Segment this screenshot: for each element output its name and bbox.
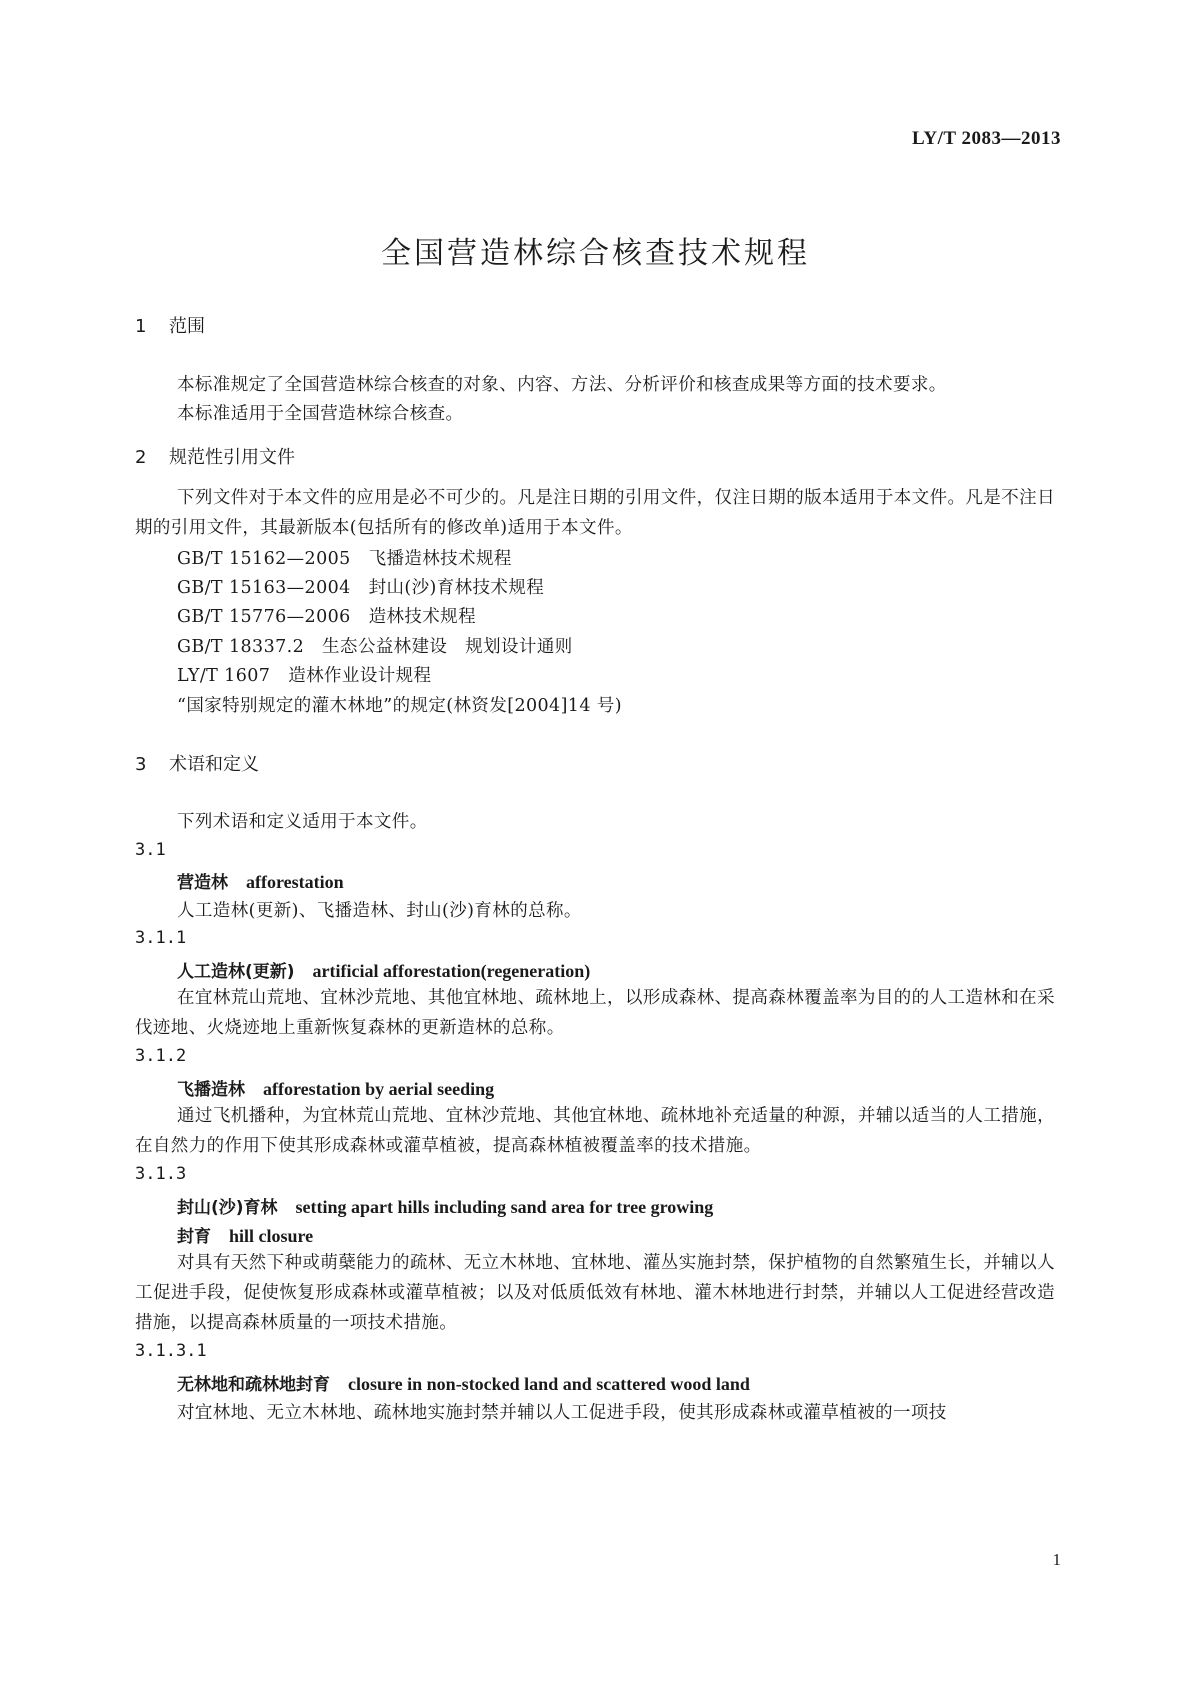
section-title: 规范性引用文件: [169, 447, 295, 468]
section-title: 术语和定义: [169, 754, 259, 775]
references-intro: 下列文件对于本文件的应用是必不可少的。凡是注日期的引用文件，仅注日期的版本适用于本文件。凡是不注日期的引用文件，其最新版本(包括所有的修改单)适用于本文件。: [135, 488, 1055, 538]
reference-item: “国家特别规定的灌木林地”的规定(林资发[2004]14 号): [177, 696, 622, 716]
term-en: setting apart hills including sand area for tree growing: [295, 1197, 714, 1217]
term-heading: [177, 1370, 750, 1395]
term-en: closure in non-stocked land and scattered wood land: [348, 1374, 750, 1394]
term-en: hill closure: [229, 1226, 314, 1246]
document-title: 全国营造林综合核查技术规程: [381, 236, 810, 271]
section-3-heading: [135, 750, 259, 776]
term-definition: 在宜林荒山荒地、宜林沙荒地、其他宜林地、疏林地上，以形成森林、提高森林覆盖率为目的的人工造林和在采伐迹地、火烧迹地上重新恢复森林的更新造林的总称。: [135, 988, 1055, 1038]
term-zh: 封育: [177, 1227, 211, 1247]
clause-number: 3.1.2: [135, 1046, 187, 1066]
term-zh: 无林地和疏林地封育: [177, 1375, 330, 1395]
reference-item: GB/T 15163—2004 封山(沙)育林技术规程: [177, 578, 545, 598]
term-heading: [177, 1075, 494, 1100]
term-synonym-heading: [177, 1222, 313, 1247]
term-definition: 人工造林(更新)、飞播造林、封山(沙)育林的总称。: [177, 901, 582, 921]
term-zh: 飞播造林: [177, 1080, 245, 1100]
standard-code: LY/T 2083—2013: [911, 128, 1061, 149]
term-definition: 对宜林地、无立木林地、疏林地实施封禁并辅以人工促进手段，使其形成森林或灌草植被的一项技: [177, 1403, 947, 1423]
clause-number: 3.1: [135, 840, 166, 860]
section-title: 范围: [169, 316, 205, 337]
clause-number: 3.1.3.1: [135, 1341, 207, 1361]
term-en: artificial afforestation(regeneration): [312, 961, 591, 981]
clause-number: 3.1.3: [135, 1164, 187, 1184]
scope-paragraph-1: 本标准规定了全国营造林综合核查的对象、内容、方法、分析评价和核查成果等方面的技术要求。: [177, 375, 947, 395]
section-1-heading: [135, 312, 205, 338]
section-number: 3: [135, 754, 147, 775]
term-definition: 对具有天然下种或萌蘖能力的疏林、无立木林地、宜林地、灌丛实施封禁，保护植物的自然繁殖生长，并辅以人工促进手段，促使恢复形成森林或灌草植被；以及对低质低效有林地、灌木林地进行封禁，并辅以人工促进经营改造措施，以提高森林质量的一项技术措施。: [135, 1253, 1055, 1333]
terms-intro: 下列术语和定义适用于本文件。: [177, 812, 428, 832]
term-heading: [177, 868, 344, 893]
reference-item: LY/T 1607 造林作业设计规程: [177, 666, 432, 686]
page-number: 1: [1052, 1550, 1061, 1569]
term-heading: [177, 957, 590, 982]
section-number: 1: [135, 316, 147, 337]
term-zh: 封山(沙)育林: [177, 1198, 278, 1218]
term-zh: 营造林: [177, 873, 228, 893]
term-definition: 通过飞机播种，为宜林荒山荒地、宜林沙荒地、其他宜林地、疏林地补充适量的种源，并辅以适当的人工措施，在自然力的作用下使其形成森林或灌草植被，提高森林植被覆盖率的技术措施。: [135, 1106, 1055, 1156]
term-heading: [177, 1193, 713, 1218]
scope-paragraph-2: 本标准适用于全国营造林综合核查。: [177, 404, 464, 424]
clause-number: 3.1.1: [135, 928, 187, 948]
section-2-heading: [135, 443, 295, 469]
reference-item: GB/T 15162—2005 飞播造林技术规程: [177, 549, 512, 569]
term-zh: 人工造林(更新): [177, 962, 295, 982]
reference-item: GB/T 18337.2 生态公益林建设 规划设计通则: [177, 637, 573, 657]
section-number: 2: [135, 447, 147, 468]
reference-item: GB/T 15776—2006 造林技术规程: [177, 607, 476, 627]
term-en: afforestation by aerial seeding: [263, 1079, 495, 1099]
term-en: afforestation: [246, 872, 344, 892]
